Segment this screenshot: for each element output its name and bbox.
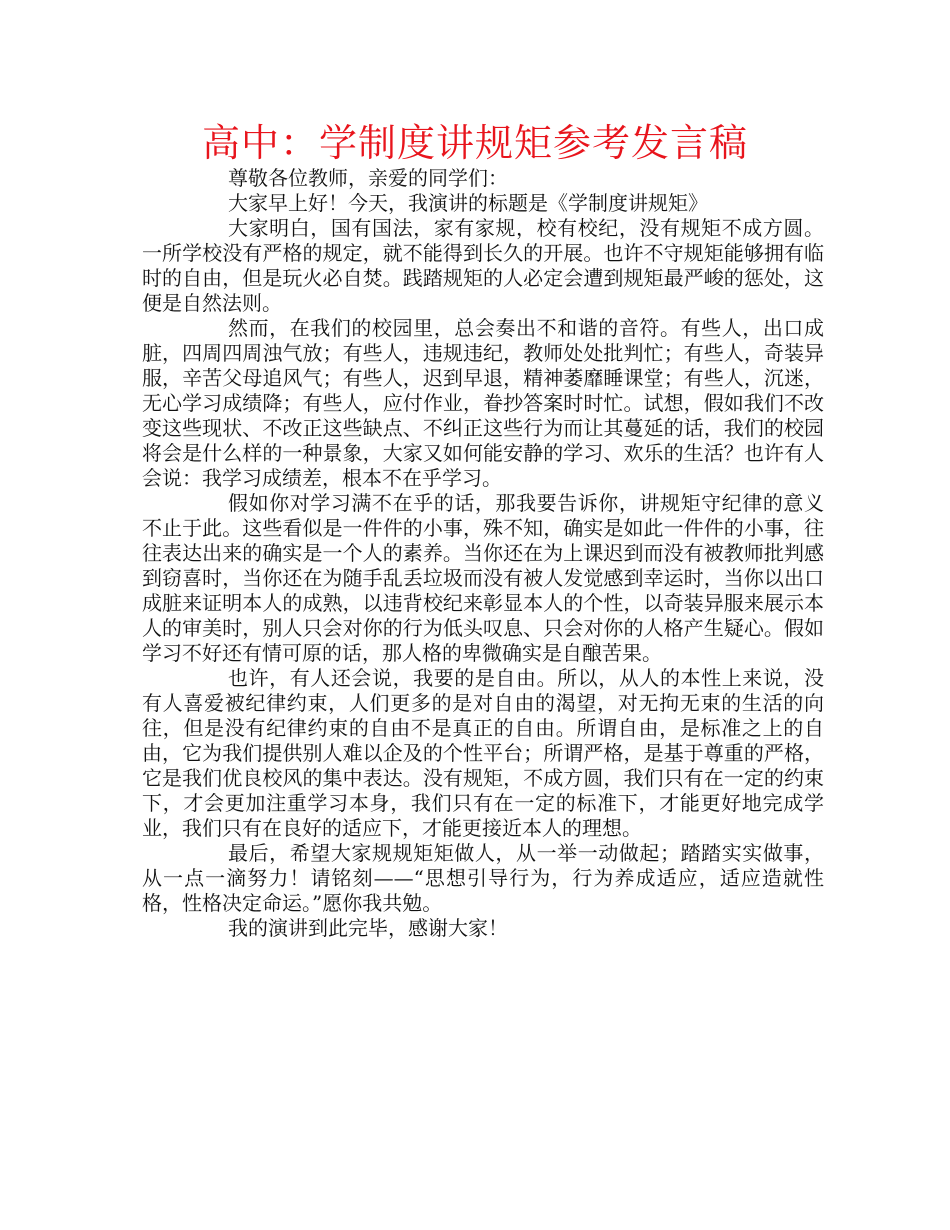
paragraph-campus-issues: 然而，在我们的校园里，总会奏出不和谐的音符。有些人，出口成脏，四周四周浊气放；有些人，违规违纪，教师处处批判忙；有些人，奇装异服，辛苦父母追风气；有些人，迟到早退，精神萎靡睡课堂；有些人，沉迷，无心学习成绩降；有些人，应付作业，眷抄答案时时忙。试想，假如我们不改变这些现状、不改正这些缺点、不纠正这些行为而让其蔓延的话，我们的校园将会是什么样的一种景象，大家又如何能安静的学习、欢乐的生活？也许有人会说：我学习成绩差，根本不在乎学习。 [142,316,824,490]
document-body [142,166,824,941]
paragraph-freedom: 也许，有人还会说，我要的是自由。所以，从人的本性上来说，没有人喜爱被纪律约束，人们更多的是对自由的渴望，对无拘无束的生活的向往，但是没有纪律约束的自由不是真正的自由。所谓自由，是标准之上的自由，它为我们提供别人难以企及的个性平台；所谓严格，是基于尊重的严格，它是我们优良校风的集中表达。没有规矩，不成方圆，我们只有在一定的约束下，才会更加注重学习本身，我们只有在一定的标准下，才能更好地完成学业，我们只有在良好的适应下，才能更接近本人的理想。 [142,666,824,840]
paragraph-conclusion: 最后，希望大家规规矩矩做人，从一举一动做起；踏踏实实做事，从一点一滴努力！请铭刻——“思想引导行为，行为养成适应，适应造就性格，性格决定命运。”愿你我共勉。 [142,841,824,915]
paragraph-meaning: 假如你对学习满不在乎的话，那我要告诉你，讲规矩守纪律的意义不止于此。这些看似是一件件的小事，殊不知，确实是如此一件件的小事，往往表达出来的确实是一个人的素养。当你还在为上课迟到而没有被教师批判感到窃喜时，当你还在为随手乱丢垃圾而没有被人发觉感到幸运时，当你以出口成脏来证明本人的成熟，以违背校纪来彰显本人的个性，以奇装异服来展示本人的审美时，别人只会对你的行为低头叹息、只会对你的人格产生疑心。假如学习不好还有情可原的话，那人格的卑微确实是自酿苦果。 [142,491,824,665]
paragraph-salutation: 尊敬各位教师，亲爱的同学们： [228,166,508,190]
paragraph-intro: 大家明白，国有国法，家有家规，校有校纪，没有规矩不成方圆。一所学校没有严格的规定，就不能得到长久的开展。也许不守规矩能够拥有临时的自由，但是玩火必自焚。践踏规矩的人必定会遭到规矩最严峻的惩处，这便是自然法则。 [142,216,824,315]
paragraph-greeting: 大家早上好！今天，我演讲的标题是《学制度讲规矩》 [228,191,708,215]
document-title: 高中：学制度讲规矩参考发言稿 [201,121,748,165]
paragraph-closing: 我的演讲到此完毕，感谢大家！ [228,916,508,940]
